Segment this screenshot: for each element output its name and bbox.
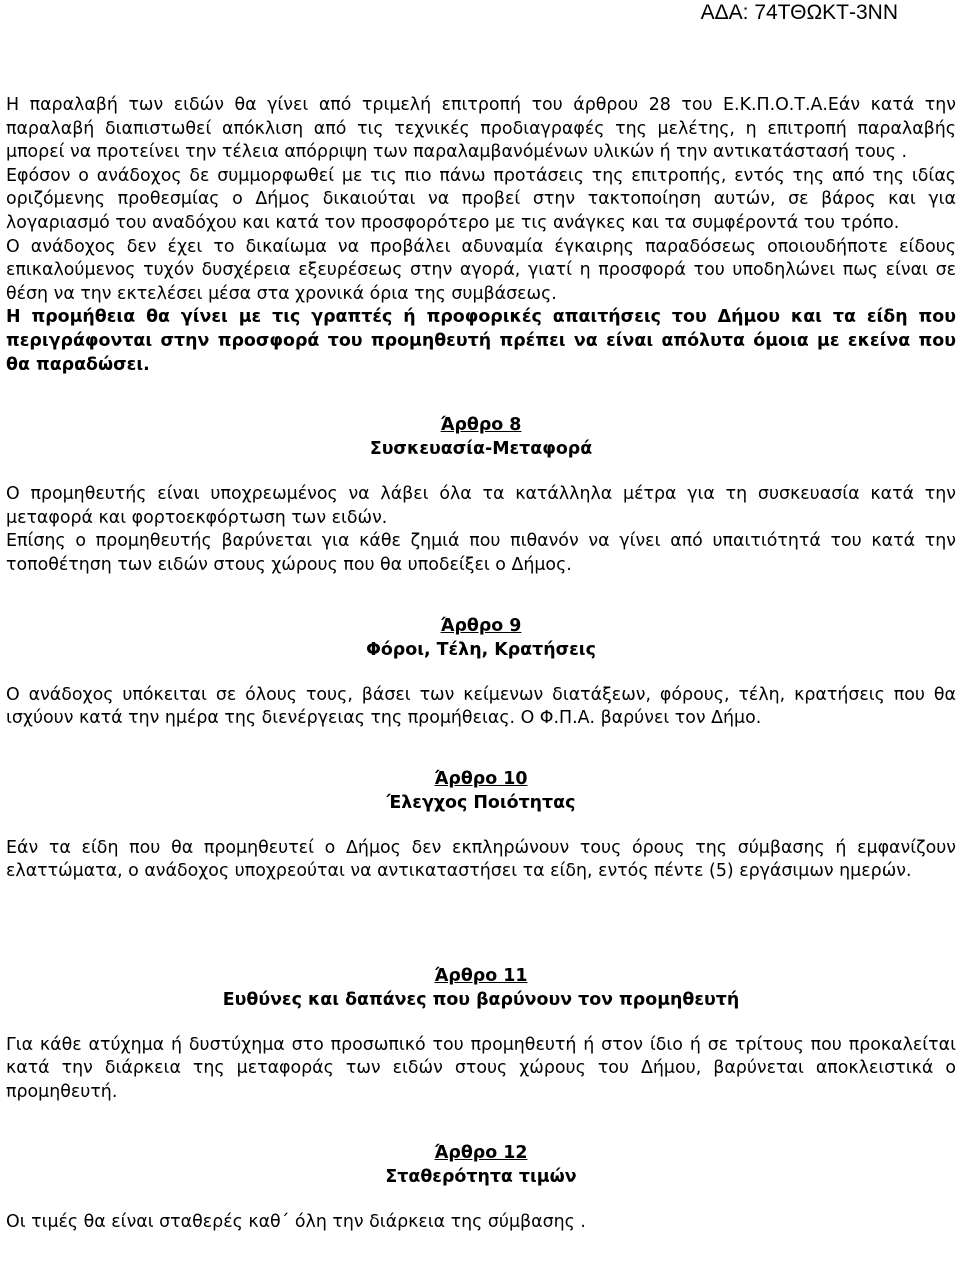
- article-10-number: Άρθρο 10: [434, 768, 528, 789]
- document-body: [6, 94, 956, 1234]
- article-11-paragraph-1: Για κάθε ατύχημα ή δυστύχημα στο προσωπικό του προμηθευτή ή στον ίδιο ή σε τρίτους που προκαλείται κατά την διάρκεια της μεταφοράς των ειδών στους χώρους του Δήμου, βαρύνεται αποκλειστικά ο προμηθευτή.: [6, 1034, 956, 1103]
- article-8-paragraph-2: Επίσης ο προμηθευτής βαρύνεται για κάθε ζημιά που πιθανόν να γίνει από υπαιτιότητά του κατά την τοποθέτηση των ειδών στους χώρους που θα υποδείξει ο Δήμος.: [6, 531, 956, 575]
- article-11-number: Άρθρο 11: [434, 965, 528, 986]
- article-12-number: Άρθρο 12: [434, 1142, 528, 1163]
- article-9-title: Φόροι, Τέλη, Κρατήσεις: [366, 639, 596, 660]
- intro-paragraph-2: Εφόσον ο ανάδοχος δε συμμορφωθεί με τις πιο πάνω προτάσεις της επιτροπής, εντός της από της ιδίας οριζόμενης προθεσμίας ο Δήμος δικαιούται να προβεί στην τακτοποίηση αυτών, σε βάρος και για λογαριασμό του αναδόχου και κατά τον προσφορότερο με τις ανάγκες και τα συμφέροντά του τρόπο.: [6, 165, 956, 233]
- ada-code: ΑΔΑ: 74ΤΘΩΚΤ-3ΝΝ: [700, 1, 898, 24]
- article-10-paragraph-1: Εάν τα είδη που θα προμηθευτεί ο Δήμος δεν εκπληρώνουν τους όρους της σύμβασης ή εμφανίζουν ελαττώματα, ο ανάδοχος υποχρεούται να αντικαταστήσει τα είδη, εντός πέντε (5) εργάσιμων ημερών.: [6, 837, 956, 882]
- article-11-title: Ευθύνες και δαπάνες που βαρύνουν τον προμηθευτή: [222, 989, 740, 1010]
- article-8-title: Συσκευασία-Μεταφορά: [369, 439, 593, 460]
- article-8-number: Άρθρο 8: [440, 415, 522, 436]
- intro-paragraph-3: Ο ανάδοχος δεν έχει το δικαίωμα να προβάλει αδυναμία έγκαιρης παραδόσεως οποιουδήποτε είδους επικαλούμενος τυχόν δυσχέρεια εξευρέσεως στην αγορά, γιατί η προσφορά του υποδηλώνει πως είναι σε θέση να την εκτελέσει μέσα στα χρονικά όρια της συμβάσεως.: [6, 236, 956, 304]
- article-10-title: Έλεγχος Ποιότητας: [386, 792, 576, 813]
- article-9-paragraph-1: Ο ανάδοχος υπόκειται σε όλους τους, βάσει των κείμενων διατάξεων, φόρους, τέλη, κρατήσεις που θα ισχύουν κατά την ημέρα της διενέργειας της προμήθειας. Ο Φ.Π.Α. βαρύνει τον Δήμο.: [6, 684, 956, 729]
- article-9-number: Άρθρο 9: [440, 615, 522, 636]
- intro-paragraph-1: Η παραλαβή των ειδών θα γίνει από τριμελή επιτροπή του άρθρου 28 του Ε.Κ.Π.Ο.Τ.Α.Εάν κατά την παραλαβή διαπιστωθεί απόκλιση από τις τεχνικές προδιαγραφές της μελέτης, η επιτροπή παραλαβής μπορεί να προτείνει την τέλεια απόρριψη των παραλαμβανόμένων υλικών ή την αντικατάστασή τους .: [6, 95, 956, 163]
- article-8-paragraph-1: Ο προμηθευτής είναι υποχρεωμένος να λάβει όλα τα κατάλληλα μέτρα για τη συσκευασία κατά την μεταφορά και φορτοεκφόρτωση των ειδών.: [6, 484, 956, 528]
- article-12-paragraph-1: Οι τιμές θα είναι σταθερές καθ΄ όλη την διάρκεια της σύμβασης .: [6, 1211, 586, 1232]
- intro-paragraph-4: Η προμήθεια θα γίνει με τις γραπτές ή προφορικές απαιτήσεις του Δήμου και τα είδη που περιγράφονται στην προσφορά του προμηθευτή πρέπει να είναι απόλυτα όμοια με εκείνα που θα παραδώσει.: [6, 307, 956, 375]
- article-12-title: Σταθερότητα τιμών: [385, 1166, 577, 1187]
